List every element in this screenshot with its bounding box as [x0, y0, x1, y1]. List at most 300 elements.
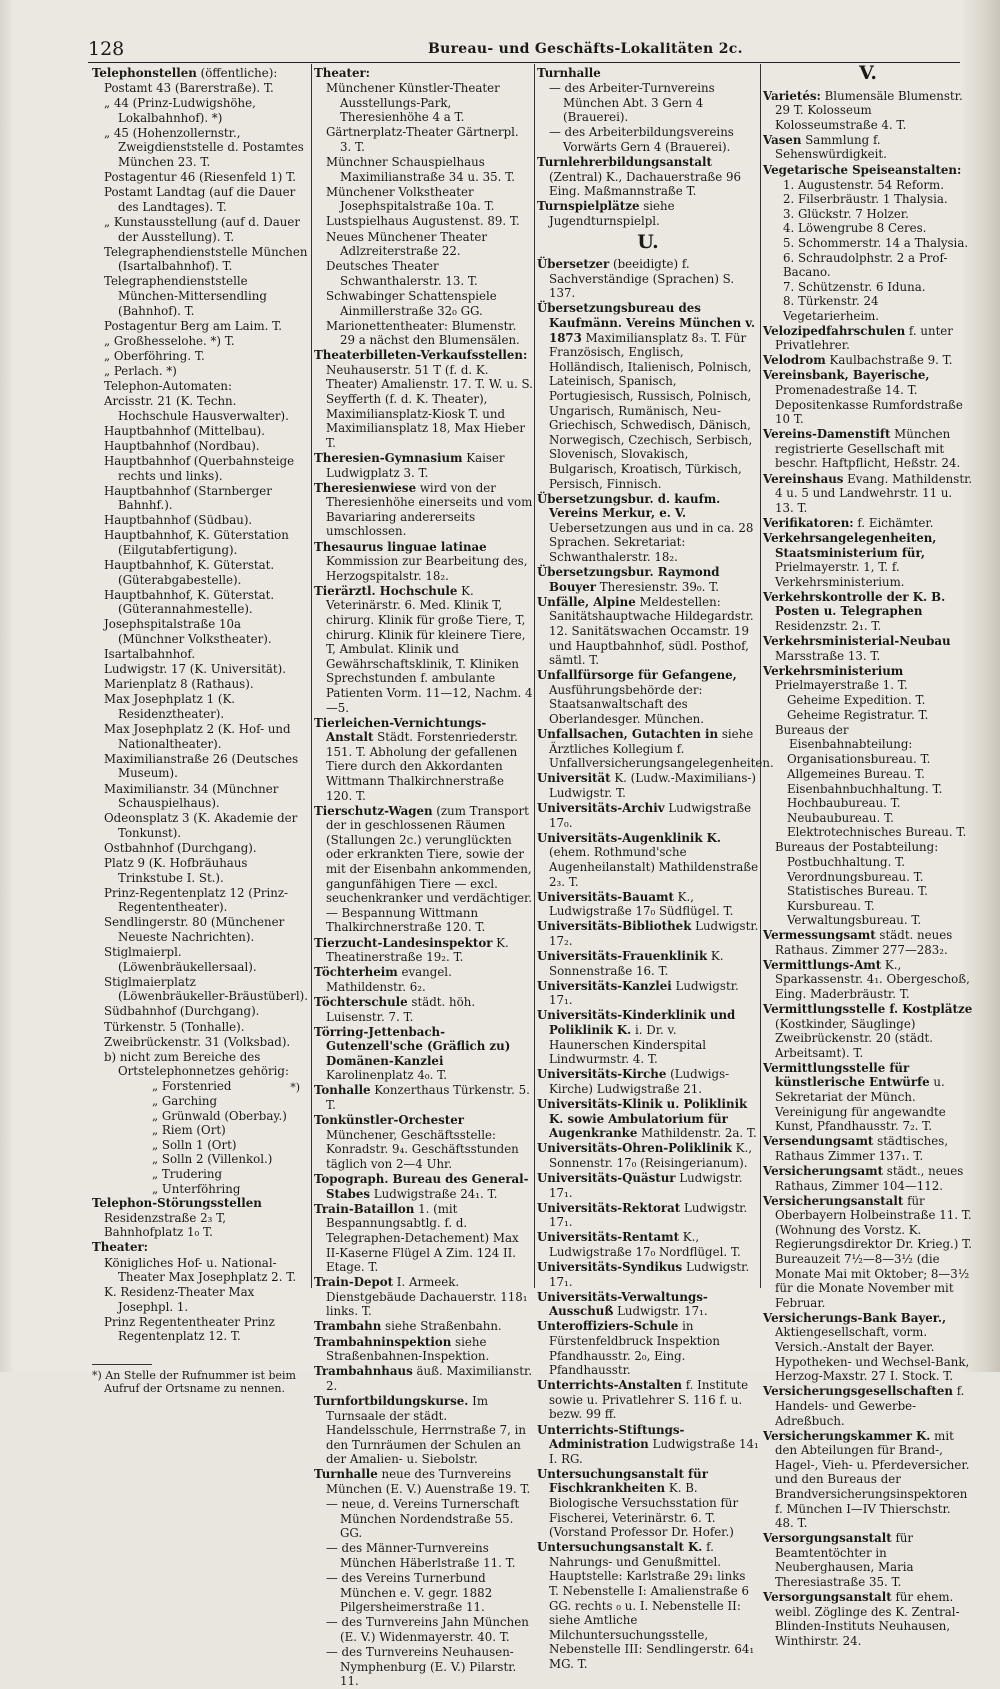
- sub-entry: Münchener Volkstheater Josephspitalstraße 10a. T.: [326, 184, 495, 214]
- sub-entry: Geheime Expedition. T.: [787, 693, 926, 708]
- entry-text: in Fürstenfeldbruck Inspektion Pfandhausstr. 2₀, Eing. Pfandhausstr.: [549, 1319, 720, 1378]
- place-entry: „ Grünwald (Oberbay.): [152, 1108, 287, 1123]
- sub-entry: Maximilianstr. 34 (Münchner Schauspielhaus).: [104, 781, 279, 811]
- sub-entry: Münchener Künstler-Theater Ausstellungs-Park, Theresienhöhe 4 a T.: [326, 81, 500, 125]
- sub-entry: Münchner Schauspielhaus Maximilianstraße 34 u. 35. T.: [326, 155, 516, 184]
- directory-entry: [537, 199, 759, 228]
- entry-text: f. Eichämter.: [853, 515, 934, 530]
- sub-entry: Gärtnerplatz-Theater Gärtnerpl. 3. T.: [326, 125, 519, 154]
- entry-heading: Theater:: [92, 1240, 149, 1255]
- directory-entry: [537, 919, 759, 948]
- directory-entry: [537, 1467, 759, 1540]
- sub-entry: Postamt 43 (Barerstraße). T.: [104, 81, 274, 96]
- entry-heading: Train-Bataillon: [314, 1201, 415, 1216]
- sub-entry: Maximilianstraße 26 (Deutsches Museum).: [104, 751, 299, 781]
- entry-heading: Universitäts-Kinderklinik und Poliklinik K.: [537, 1008, 736, 1037]
- entry-heading: Velodrom: [763, 353, 826, 368]
- directory-entry: [92, 1196, 308, 1240]
- sub-entry: Südbahnhof (Durchgang).: [104, 1004, 260, 1019]
- directory-entry: [314, 995, 533, 1024]
- entry-text: (Kostkinder, Säuglinge) Zweibrückenstr. 20 (städt. Arbeitsamt). T.: [775, 1016, 934, 1060]
- sub-entry: Verordnungsbureau. T.: [787, 869, 924, 884]
- directory-entry: [314, 1113, 533, 1171]
- entry-heading: Übersetzer: [537, 257, 610, 272]
- entry-text: städtisches, Rathaus Zimmer 137₁. T.: [775, 1134, 949, 1163]
- entry-text: äuß. Maximilianstr. 2.: [326, 1364, 533, 1393]
- entry-heading: Tierleichen-Vernichtungs-Anstalt: [314, 715, 487, 745]
- entry-heading: Trambahnhaus: [314, 1364, 413, 1379]
- sub-entry: K. Residenz-Theater Max Josephpl. 1.: [104, 1285, 255, 1314]
- directory-entry: [763, 1590, 973, 1648]
- sub-entry: Deutsches Theater Schwanthalerstr. 13. T.: [326, 259, 478, 288]
- entry-heading: Versendungsamt: [763, 1134, 874, 1149]
- entry-heading: Theresienwiese: [314, 480, 417, 495]
- sub-entry: Schwabinger Schattenspiele Ainmillerstraße 32₀ GG.: [326, 288, 497, 318]
- place-entry: „ Garching: [152, 1093, 218, 1108]
- entry-text: siehe Jugendturnspielpl.: [549, 199, 675, 228]
- sub-entry: Marienplatz 8 (Rathaus).: [104, 677, 254, 692]
- entry-text: Kommission zur Bearbeitung des, Herzogspitalstr. 18₂.: [326, 554, 528, 583]
- sub-entry: Max Josephplatz 2 (K. Hof- und Nationaltheater).: [104, 722, 291, 751]
- directory-entry: [314, 1083, 533, 1112]
- directory-entry: [314, 1467, 533, 1496]
- place-entry: „ Forstenried: [152, 1079, 232, 1094]
- entry-heading: Universitäts-Bauamt: [537, 889, 674, 904]
- entry-text: Ludwigstraße 14₁ I. RG.: [549, 1437, 759, 1466]
- sub-entry: Postagentur Berg am Laim. T.: [104, 318, 283, 333]
- sub-entry: Max Josephplatz 1 (K. Residenztheater).: [104, 692, 236, 722]
- entry-text: K. Sonnenstraße 16. T.: [549, 949, 724, 978]
- directory-entry: [314, 1364, 533, 1393]
- entry-list: [92, 66, 308, 1079]
- entry-text: siehe Straßenbahnen-Inspektion.: [326, 1334, 490, 1364]
- sub-entry: Neubaubureau. T.: [787, 810, 894, 825]
- entry-text: K., Sparkassenstr. 4₁. Obergeschoß, Eing. Maderbräustr. T.: [775, 957, 970, 1001]
- entry-heading: Versicherungs-Bank Bayer.,: [763, 1310, 947, 1325]
- numbered-entry: 2. Filserbräustr. 1 Thalysia.: [783, 192, 948, 207]
- entry-text: K. (Ludw.-Maximilians-) Ludwigstr. T.: [549, 771, 756, 800]
- page-number: 128: [88, 38, 125, 60]
- entry-list: [92, 1196, 308, 1344]
- directory-entry: [763, 1164, 973, 1193]
- column-divider: [534, 64, 535, 1288]
- entry-text: Ludwigstr. 17₁.: [549, 978, 739, 1008]
- entry-heading: Verkehrsangelegenheiten, Staatsministerium für,: [763, 530, 937, 560]
- sub-entry: Königliches Hof- u. National-Theater Max Josephplatz 2. T.: [104, 1255, 297, 1285]
- entry-text: für Beamtentöchter in Neuberghausen, Maria Theresiastraße 35. T.: [775, 1531, 914, 1590]
- directory-entry: [537, 66, 759, 81]
- column-4: [763, 62, 973, 1649]
- directory-entry: [763, 928, 973, 957]
- directory-entry: [537, 771, 759, 800]
- sub-entry: „ Kunstausstellung (auf d. Dauer der Ausstellung). T.: [104, 214, 301, 244]
- entry-text: f. unter Privatlehrer.: [775, 323, 953, 353]
- entry-heading: Übersetzungsbureau des Kaufmänn. Vereins München v. 1873: [537, 301, 756, 345]
- directory-entry: [763, 1194, 973, 1311]
- directory-entry: [314, 1275, 533, 1319]
- entry-heading: Vereinsbank, Bayerische,: [763, 368, 930, 383]
- place-entry: „ Riem (Ort): [152, 1123, 226, 1138]
- entry-text: Marsstraße 13. T.: [775, 648, 881, 663]
- entry-text: neue des Turnvereins München (E. V.) Auenstraße 19. T.: [326, 1467, 531, 1496]
- entry-text: i. Dr. v. Haunerschen Kinderspital Lindwurmstr. 4. T.: [549, 1023, 707, 1067]
- sub-entry: Telephon-Automaten:: [104, 378, 232, 393]
- directory-entry: [537, 1378, 759, 1422]
- entry-heading: Universitäts-Kirche: [537, 1067, 667, 1082]
- entry-heading: Universitäts-Quästur: [537, 1170, 676, 1185]
- entry-heading: Tonhalle: [314, 1083, 371, 1098]
- entry-text: Blumensäle Blumenstr. 29 T. Kolosseum Kolosseumstraße 4. T.: [775, 88, 963, 132]
- directory-entry: [537, 1171, 759, 1200]
- column-3: [537, 66, 774, 1672]
- entry-heading: Universitäts-Rentamt: [537, 1230, 680, 1245]
- entry-heading: Universitäts-Augenklinik K.: [537, 830, 722, 845]
- directory-entry: [537, 595, 759, 668]
- sub-entry: Postbuchhaltung. T.: [787, 854, 905, 869]
- directory-entry: [763, 516, 973, 531]
- directory-entry: [763, 634, 973, 663]
- entry-heading: Übersetzungsbur. d. kaufm. Vereins Merkur, e. V.: [537, 491, 721, 521]
- directory-entry: [314, 716, 533, 804]
- directory-entry: [314, 965, 533, 994]
- entry-text: Ludwigstr. 17₁.: [549, 1200, 748, 1230]
- running-title: Bureau- und Geschäfts-Lokalitäten 2c.: [428, 41, 743, 57]
- directory-entry: [763, 1384, 973, 1428]
- place-entry: „ Unterföhring: [152, 1181, 241, 1196]
- entry-heading: Vereins-Damenstift: [763, 427, 891, 442]
- entry-text: (Zentral) K., Dachauerstraße 96 Eing. Maßmannstraße T.: [549, 169, 742, 199]
- sub-entry: „ Oberföhring. T.: [104, 348, 205, 363]
- entry-text: wird von der Theresienhöhe einerseits und vom Bavariaring andererseits umschlossen.: [326, 480, 533, 539]
- entry-text: 1. (mit Bespannungsabtlg. f. d. Telegraphen-Detachement) Max II-Kaserne Flügel A Zim. 124 II. Etage. T.: [326, 1201, 519, 1275]
- entry-text: Ludwigstr. 17₁.: [549, 1170, 743, 1200]
- sub-entry: Ludwigstr. 17 (K. Universität).: [104, 662, 287, 677]
- entry-heading: Unfälle, Alpine: [537, 594, 636, 609]
- entry-text: (Ludwigs-Kirche) Ludwigstraße 21.: [549, 1067, 730, 1096]
- entry-text: Kaulbachstraße 9. T.: [825, 353, 953, 368]
- entry-text: Ludwigstraße 17₀.: [549, 801, 752, 830]
- entry-text: Maximiliansplatz 8₃. T. Für Französisch, Englisch, Holländisch, Italienisch, Polnisch, Lateinisch, Spanisch, Portugiesisch, Russisch, Polnisch, Ungarisch, Rumänisch, Neu-Griechisch, Schwedisch, Dänisch, Norwegisch, Czechisch, Serbisch, Slovenisch, Slovakisch, Bulgarisch, Kroatisch, Türkisch, Persisch, Finnisch.: [549, 330, 753, 491]
- sub-entry: Hauptbahnhof (Querbahnsteige rechts und links).: [104, 453, 295, 483]
- entry-text: K., Ludwigstraße 17₀ Nordflügel. T.: [549, 1230, 741, 1259]
- directory-entry: [314, 540, 533, 584]
- entry-text: f. Nahrungs- und Genußmittel. Hauptstelle: Karlstraße 29₁ links T. Nebenstelle I: Amalienstraße 6 GG. rechts ₀ u. I. Nebenstelle II: siehe Amtliche Milchuntersuchungsstelle, Nebenstelle III: Sendlingerstr. 64₁ MG. T.: [549, 1540, 755, 1672]
- sub-entry: Geheime Registratur. T.: [787, 708, 929, 723]
- entry-heading: Velozipedfahrschulen: [763, 323, 906, 338]
- entry-heading: Universitäts-Archiv: [537, 801, 665, 816]
- brace-list: [152, 1079, 308, 1196]
- entry-heading: Train-Depot: [314, 1275, 394, 1290]
- entry-heading: Theaterbilleten-Verkaufsstellen:: [314, 348, 528, 363]
- sub-entry: Neues Münchener Theater Adlzreiterstraße 22.: [326, 229, 487, 259]
- directory-entry: [314, 66, 533, 81]
- entry-heading: Untersuchungsanstalt für Fischkrankheiten: [537, 1466, 708, 1496]
- sub-entry: Hauptbahnhof, K. Güterstation (Eilgutabfertigung).: [104, 528, 289, 557]
- entry-heading: Versorgungsanstalt: [763, 1531, 892, 1546]
- sub-entry: Kursbureau. T.: [787, 898, 875, 913]
- entry-text: München registrierte Gesellschaft mit beschr. Haftpflicht, Heßstr. 24.: [775, 427, 961, 471]
- sub-entry: Statistisches Bureau. T.: [787, 884, 928, 899]
- entry-heading: Vereinshaus: [763, 471, 844, 486]
- entry-text: Konzerthaus Türkenstr. 5. T.: [326, 1083, 530, 1113]
- entry-text: Sammlung f. Sehenswürdigkeit.: [775, 132, 887, 162]
- directory-entry: [537, 1290, 759, 1319]
- entry-text: evangel. Mathildenstr. 6₂.: [326, 965, 452, 994]
- entry-text: Ludwigstr. 17₁.: [613, 1304, 708, 1319]
- directory-entry: [537, 949, 759, 978]
- sub-entry: Odeonsplatz 3 (K. Akademie der Tonkunst).: [104, 811, 298, 840]
- numbered-entry: 8. Türkenstr. 24 Vegetarierheim.: [783, 294, 880, 323]
- directory-entry: [537, 155, 759, 199]
- entry-heading: Trambahn: [314, 1319, 382, 1334]
- entry-heading: Vermittlungsstelle für künstlerische Entwürfe: [763, 1060, 930, 1090]
- entry-text: Neuhauserstr. 51 T (f. d. K. Theater) Amalienstr. 17. T. W. u. S. Seyfferth (f. d. K. Theater), Maximiliansplatz-Kiosk T. und Maximiliansplatz 18, Max Hieber T.: [326, 362, 533, 450]
- directory-entry: [314, 1394, 533, 1467]
- numbered-entry: 5. Schommerstr. 14 a Thalysia.: [783, 236, 969, 251]
- entry-heading: Törring-Jettenbach-Gutenzell'sche (Gräflich zu) Domänen-Kanzlei: [314, 1024, 511, 1068]
- sub-entry: — des Turnvereins Neuhausen-Nymphenburg (E. V.) Pilarstr. 11.: [326, 1645, 517, 1689]
- entry-heading: Universität: [537, 771, 611, 786]
- sub-entry: — neue, d. Vereins Turnerschaft München Nordendstraße 55. GG.: [326, 1497, 520, 1541]
- sub-entry: — des Arbeiterbildungsvereins Vorwärts Gern 4 (Brauerei).: [549, 125, 734, 154]
- sub-entry: „ Perlach. *): [104, 363, 177, 378]
- entry-heading: Versicherungsanstalt: [763, 1193, 904, 1208]
- entry-text: städt., neues Rathaus, Zimmer 104—112.: [775, 1163, 964, 1193]
- entry-text: siehe Straßenbahn.: [381, 1319, 502, 1334]
- sub-entry: Allgemeines Bureau. T.: [787, 766, 925, 781]
- directory-entry: [763, 1002, 973, 1060]
- sub-entry: Hauptbahnhof (Mittelbau).: [104, 423, 266, 438]
- directory-entry: [537, 1319, 759, 1377]
- directory-entry: [763, 1311, 973, 1384]
- entry-list: [763, 89, 973, 1649]
- entry-heading: Verkehrskontrolle der K. B. Posten u. Telegraphen: [763, 589, 946, 619]
- directory-entry: [314, 936, 533, 965]
- entry-text: (zum Transport der in geschlossenen Räumen (Stallungen 2c.) verunglückten oder erkrankten Tiere, sowie der mit der Eisenbahn ankommenden, gangunfähigen Tiere — excl. seuchenkranker und verdächtiger. — Bespannung Wittmann Thalkirchnerstraße 120. T.: [326, 803, 533, 935]
- numbered-entry: 6. Schraudolphstr. 2 a Prof-Bacano.: [783, 250, 948, 280]
- directory-entry: [537, 1230, 759, 1259]
- sub-entry: Telegraphendienststelle München (Isartalbahnhof). T.: [104, 244, 308, 274]
- entry-text: (beeidigte) f. Sachverständige (Sprachen) S. 137.: [549, 257, 735, 301]
- directory-entry: [92, 1240, 308, 1255]
- directory-entry: [314, 1319, 533, 1334]
- entry-text: für ehem. weibl. Zöglinge des K. Zentral-Blinden-Instituts Neuhausen, Winthirstr. 24.: [775, 1590, 960, 1648]
- directory-entry: [763, 368, 973, 426]
- numbered-entry: 1. Augustenstr. 54 Reform.: [783, 177, 944, 192]
- sub-entry: Bureaus der Postabteilung:: [775, 839, 939, 854]
- entry-heading: Übersetzungsbur. Raymond Bouyer: [537, 565, 720, 594]
- entry-text: K., Ludwigstraße 17₀ Südflügel. T.: [549, 889, 734, 919]
- directory-entry: [763, 958, 973, 1002]
- column-2: [314, 66, 533, 1689]
- sub-entry: — des Turnvereins Jahn München (E. V.) Widenmayerstr. 40. T.: [326, 1615, 529, 1644]
- entry-text: u. Sekretariat der Münch. Vereinigung für angewandte Kunst, Pfandhausstr. 7₂. T.: [775, 1075, 946, 1134]
- entry-text: Karolinenplatz 4₀. T.: [326, 1068, 447, 1083]
- entry-heading: Verifikatoren:: [763, 515, 854, 530]
- section-letter: V.: [858, 62, 878, 84]
- sub-entry: — des Arbeiter-Turnvereins München Abt. 3 Gern 4 (Brauerei).: [549, 81, 715, 125]
- entry-heading: Turnhalle: [537, 66, 601, 80]
- sub-entry: Hauptbahnhof, K. Güterstat. (Güterabgabestelle).: [104, 558, 275, 587]
- sub-entry: Hauptbahnhof (Starnberger Bahnhf.).: [104, 483, 272, 513]
- directory-entry: [537, 565, 759, 594]
- entry-heading: Universitäts-Rektorat: [537, 1200, 681, 1215]
- entry-text: siehe Ärztliches Kollegium f. Unfallversicherungsangelegenheiten.: [549, 727, 774, 771]
- column-divider: [311, 64, 312, 1288]
- entry-text: Residenzstraße 2₃ T, Bahnhofplatz 1₀ T.: [104, 1210, 226, 1240]
- entry-heading: Telephon-Störungsstellen: [92, 1196, 262, 1211]
- sub-entry: „ Großhesselohe. *) T.: [104, 333, 235, 348]
- directory-entry: [763, 427, 973, 471]
- directory-entry: [763, 531, 973, 589]
- entry-text: Münchener, Geschäftsstelle: Konradstr. 9₄. Geschäftsstunden täglich von 2—4 Uhr.: [326, 1127, 519, 1171]
- entry-heading: Versorgungsanstalt: [763, 1590, 892, 1605]
- entry-heading: Vasen: [763, 132, 802, 147]
- sub-entry: Postagentur 46 (Riesenfeld 1) T.: [104, 170, 297, 185]
- sub-entry: „ 44 (Prinz-Ludwigshöhe, Lokalbahnhof). *): [104, 96, 256, 125]
- directory-entry: [537, 1423, 759, 1467]
- entry-text: (öffentliche):: [196, 66, 278, 80]
- directory-entry: [537, 727, 774, 771]
- directory-entry: [537, 1260, 759, 1289]
- entry-heading: Universitäts-Kanzlei: [537, 978, 672, 993]
- directory-entry: [763, 1061, 973, 1134]
- sub-entry: Ostbahnhof (Durchgang).: [104, 840, 257, 855]
- entry-text: städt. höh. Luisenstr. 7. T.: [326, 994, 476, 1024]
- sub-entry: Platz 9 (K. Hofbräuhaus Trinkstube I. St.).: [104, 855, 248, 885]
- sub-entry: Hauptbahnhof (Südbau).: [104, 513, 253, 528]
- directory-entry: [314, 1202, 533, 1275]
- footnote: *) An Stelle der Rufnummer ist beim Aufruf der Ortsname zu nennen.: [92, 1369, 296, 1396]
- entry-heading: Tierärztl. Hochschule: [314, 583, 458, 598]
- brace-footnote-mark: *): [290, 1081, 300, 1095]
- entry-heading: Varietés:: [763, 88, 821, 103]
- entry-heading: Telephonstellen: [92, 66, 197, 80]
- entry-text: für Oberbayern Holbeinstraße 11. T. (Wohnung des Vorstz. K. Regierungsdirektor Dr. Krieg.) T. Bureauzeit 7½—8—3½ (die Monate Mai mit Oktober; 8—3½ für die Monate November mit Februar.: [775, 1193, 972, 1310]
- entry-heading: Universitäts-Bibliothek: [537, 919, 692, 934]
- entry-text: K. Veterinärstr. 6. Med. Klinik T, chirurg. Klinik für große Tiere, T, chirurg. Klinik für kleinere Tiere, T, Ambulat. Klinik und Gewährschaftsklinik, T. Kliniken Sprechstunden f. ambulante Patienten Vorm. 11—12, Nachm. 4—5.: [326, 583, 533, 715]
- entry-text: Ausführungsbehörde der: Staatsanwaltschaft des Oberlandesger. München.: [549, 682, 705, 727]
- directory-entry: [763, 664, 973, 693]
- entry-text: Theresienstr. 39₀. T.: [596, 579, 719, 594]
- directory-entry: [537, 1097, 759, 1141]
- place-entry: „ Solln 2 (Villenkol.): [152, 1152, 273, 1167]
- sub-entry: Stiglmaierplatz (Löwenbräukeller-Bräustüberl).: [104, 974, 308, 1004]
- sub-entry: Türkenstr. 5 (Tonhalle).: [104, 1019, 245, 1034]
- entry-text: städt. neues Rathaus. Zimmer 277—283₂.: [775, 927, 953, 957]
- entry-heading: Unterrichts-Stiftungs-Administration: [537, 1422, 685, 1452]
- sub-entry: Zweibrückenstr. 31 (Volksbad).: [104, 1034, 291, 1049]
- entry-heading: Universitäts-Frauenklinik: [537, 949, 708, 964]
- entry-list: [537, 66, 759, 229]
- directory-entry: [537, 1008, 759, 1066]
- directory-entry: [763, 1429, 973, 1531]
- entry-heading: Universitäts-Verwaltungs-Ausschuß: [537, 1289, 708, 1319]
- sub-entry: Sendlingerstr. 80 (Münchener Neueste Nachrichten).: [104, 915, 285, 944]
- place-entry: „ Trudering: [152, 1166, 223, 1181]
- sub-entry: — des Vereins Turnerbund München e. V. gegr. 1882 Pilgersheimerstraße 11.: [326, 1571, 493, 1615]
- entry-heading: Universitäts-Klinik u. Poliklinik K. sowie Ambulatorium für Augenkranke: [537, 1096, 748, 1141]
- entry-heading: Theater:: [314, 66, 371, 80]
- directory-entry: [763, 353, 973, 368]
- sub-entry: Hochbaubureau. T.: [787, 796, 901, 811]
- entry-text: Mathildenstr. 2a. T.: [637, 1126, 757, 1141]
- entry-heading: Tierschutz-Wagen: [314, 803, 433, 818]
- directory-entry: [314, 451, 533, 480]
- entry-heading: Thesaurus linguae latinae: [314, 539, 487, 554]
- entry-text: f. Handels- und Gewerbe-Adreßbuch.: [775, 1384, 965, 1428]
- directory-entry: [537, 831, 759, 889]
- sub-entry: Verwaltungsbureau. T.: [787, 913, 922, 928]
- sub-entry: Prinz Regententheater Prinz Regentenplatz 12. T.: [104, 1314, 275, 1344]
- entry-heading: Versicherungskammer K.: [763, 1428, 931, 1443]
- sub-entry: „ 45 (Hohenzollernstr., Zweigdienststelle d. Postamtes München 23. T.: [104, 125, 304, 170]
- directory-entry: [537, 257, 759, 301]
- sub-entry: Arcisstr. 21 (K. Techn. Hochschule Hausverwalter).: [104, 394, 289, 423]
- directory-entry: [537, 1067, 759, 1096]
- directory-entry: [537, 890, 759, 919]
- sub-entry: b) nicht zum Bereiche des Ortstelephonnetzes gehörig:: [104, 1049, 289, 1079]
- sub-entry: Josephspitalstraße 10a (Münchner Volkstheater).: [104, 617, 272, 647]
- directory-entry: [314, 1335, 533, 1364]
- entry-text: Meldestellen: Sanitätshauptwache Hildegardstr. 12. Sanitätswachen Occamstr. 19 und Hauptbahnhof, südl. Posthof, sämtl. T.: [549, 594, 754, 668]
- entry-text: K. Theatinerstraße 19₂. T.: [326, 935, 509, 965]
- entry-text: Prielmayerstraße 1. T.: [775, 678, 908, 693]
- directory-entry: [314, 348, 533, 450]
- entry-heading: Verkehrsministerial-Neubau: [763, 634, 951, 649]
- directory-entry: [763, 89, 973, 133]
- column-1: [92, 66, 308, 1395]
- entry-heading: Vermittlungsstelle f. Kostplätze: [763, 1001, 973, 1016]
- entry-text: Prielmayerstr. 1, T. f. Verkehrsministerium.: [775, 560, 905, 589]
- numbered-entry: 7. Schützenstr. 6 Iduna.: [783, 279, 926, 294]
- entry-text: Im Turnsaale der städt. Handelsschule, Herrnstraße 7, in den Turnräumen der Schulen an der Amalien- u. Siebolstr.: [326, 1393, 526, 1467]
- entry-list: [314, 66, 533, 1689]
- directory-entry: [314, 584, 533, 715]
- entry-heading: Untersuchungsanstalt K.: [537, 1540, 703, 1555]
- directory-entry: [763, 1531, 973, 1589]
- entry-text: I. Armeek. Dienstgebäude Dachauerstr. 118₁ links. T.: [326, 1275, 528, 1319]
- directory-entry: [537, 1141, 759, 1170]
- header-rule: [88, 62, 960, 63]
- sub-entry: Hauptbahnhof (Nordbau).: [104, 438, 260, 453]
- entry-text: Ludwigstr. 17₁.: [549, 1260, 750, 1289]
- sub-entry: Organisationsbureau. T.: [787, 752, 931, 767]
- entry-heading: Turnspielplätze: [537, 199, 640, 214]
- entry-heading: Turnfortbildungskurse.: [314, 1393, 469, 1408]
- entry-text: Residenzstr. 2₁. T.: [775, 618, 882, 633]
- entry-text: (ehem. Rothmund'sche Augenheilanstalt) Mathildenstraße 2₃. T.: [549, 845, 759, 889]
- entry-heading: Tierzucht-Landesinspektor: [314, 935, 493, 950]
- entry-heading: Töchterheim: [314, 965, 398, 980]
- entry-text: Evang. Mathildenstr. 4 u. 5 und Landwehrstr. 11 u. 13. T.: [775, 471, 973, 515]
- sub-entry: Telegraphendienststelle München-Mittersendling (Bahnhof). T.: [104, 274, 267, 318]
- place-entry: „ Solln 1 (Ort): [152, 1137, 237, 1152]
- entry-heading: Versicherungsamt: [763, 1163, 884, 1178]
- sub-entry: Prinz-Regentenplatz 12 (Prinz-Regententheater).: [104, 885, 289, 915]
- entry-heading: Trambahninspektion: [314, 1334, 452, 1349]
- directory-entry: [314, 481, 533, 539]
- entry-heading: Verkehrsministerium: [763, 663, 904, 678]
- directory-entry: [537, 801, 759, 830]
- entry-heading: Vermittlungs-Amt: [763, 957, 882, 972]
- sub-entry: Eisenbahnbuchhaltung. T.: [787, 781, 943, 796]
- entry-text: f. Institute sowie u. Privatlehrer S. 116 f. u. bezw. 99 ff.: [549, 1378, 749, 1422]
- sub-entry: Hauptbahnhof, K. Güterstat. (Güterannahmestelle).: [104, 587, 275, 617]
- directory-entry: [537, 1540, 759, 1671]
- entry-heading: Töchterschule: [314, 994, 408, 1009]
- directory-entry: [537, 492, 759, 565]
